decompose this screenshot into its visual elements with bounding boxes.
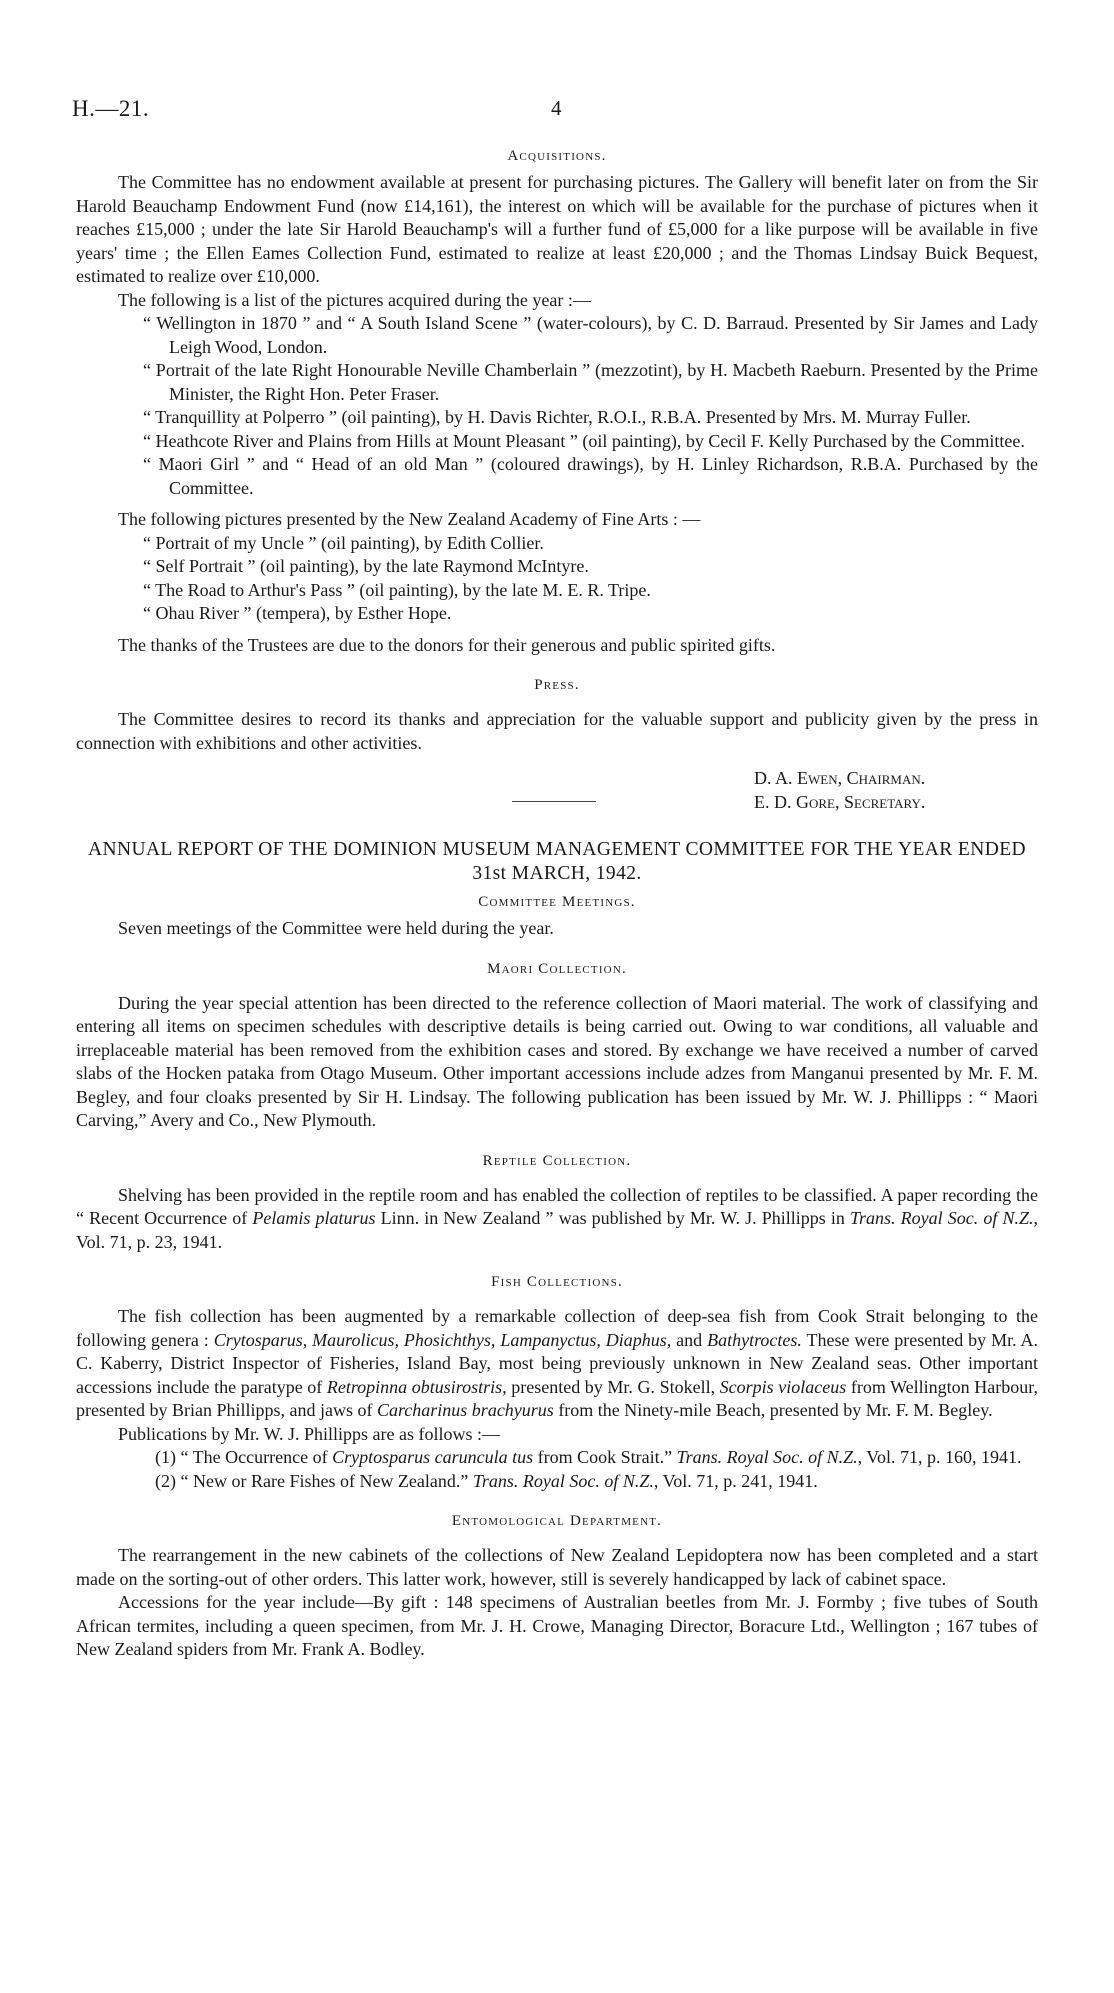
maori-paragraph: During the year special attention has been directed to the reference collection of Maori material. The work of classifying and entering all items on specimen schedules with descriptive details is being carried out. Owing to war conditions, all valuable and irreplaceable material has been removed from the exhibition cases and stored. By exchange we have received a number of carved slabs of the Hocken pataka from Otago Museum. Other important accessions include adzes from Manganui presented by Mr. F. M. Begley, and four cloaks presented by Sir H. Lindsay. The following publication has been issued by Mr. W. J. Phillipps : “ Maori Carving,” Avery and Co., New Plymouth. — [76, 992, 1038, 1130]
publication-item: (2) “ New or Rare Fishes of New Zealand.” Trans. Royal Soc. of N.Z., Vol. 71, p. 241, 1941. — [155, 1470, 818, 1491]
report-reference: H.—21. — [72, 96, 150, 121]
entomology-accessions-paragraph: Accessions for the year include—By gift : 148 specimens of Australian beetles from Mr. J. Formby ; five tubes of South African termites, including a queen specimen, from Mr. J. H. Crowe, Managing Director, Boracure Ltd., Wellington ; 167 tubes of New Zealand spiders from Mr. Frank A. Bodley. — [76, 1592, 1038, 1659]
section-heading-meetings: Committee Meetings. — [478, 894, 636, 910]
publication-item: (1) “ The Occurrence of Cryptosparus caruncula tus from Cook Strait.” Trans. Royal Soc. of N.Z., Vol. 71, p. 160, 1941. — [155, 1447, 1022, 1467]
academy-intro: The following pictures presented by the New Zealand Academy of Fine Arts : — — [118, 509, 701, 529]
page-number: 4 — [551, 96, 562, 120]
section-heading-reptile: Reptile Collection. — [482, 1152, 632, 1169]
academy-item: “ The Road to Arthur's Pass ” (oil painting), by the late M. E. R. Tripe. — [143, 579, 651, 600]
press-paragraph: The Committee desires to record its thanks and appreciation for the valuable support and publicity given by the press in connection with exhibitions and other activities. — [76, 709, 1038, 753]
acquisition-item: “ Tranquillity at Polperro ” (oil painting), by H. Davis Richter, R.O.I., R.B.A. Presented by Mrs. M. Murray Fuller. — [143, 407, 971, 427]
report-title: ANNUAL REPORT OF THE DOMINION MUSEUM MANAGEMENT COMMITTEE FOR THE YEAR ENDED 31st MARCH, 1942. — [88, 839, 1026, 884]
acquisition-item: “ Maori Girl ” and “ Head of an old Man ” (coloured drawings), by H. Linley Richardson, R.B.A. Purchased by the Committee. — [143, 454, 1038, 498]
academy-item: “ Portrait of my Uncle ” (oil painting), by Edith Collier. — [143, 532, 544, 553]
reptile-paragraph: Shelving has been provided in the reptile room and has enabled the collection of reptiles to be classified. A paper recording the “ Recent Occurrence of Pelamis platurus Linn. in New Zealand ” was published by Mr. W. J. Phillipps in Trans. Royal Soc. of N.Z., Vol. 71, p. 23, 1941. — [76, 1184, 1038, 1252]
acquisition-item: “ Portrait of the late Right Honourable Neville Chamberlain ” (mezzotint), by H. Macbeth Raeburn. Presented by the Prime Minister, the Right Hon. Peter Fraser. — [143, 360, 1038, 404]
section-heading-maori: Maori Collection. — [487, 960, 627, 977]
acquisition-item: “ Heathcote River and Plains from Hills at Mount Pleasant ” (oil painting), by Cecil F. Kelly Purchased by the Committee. — [143, 430, 1025, 451]
entomology-paragraph: The rearrangement in the new cabinets of the collections of New Zealand Lepidoptera now has been completed and a start made on the sorting-out of other orders. This latter work, however, still is severely handicapped by lack of cabinet space. — [76, 1545, 1038, 1589]
academy-item: “ Self Portrait ” (oil painting), by the late Raymond McIntyre. — [143, 556, 589, 576]
academy-item: “ Ohau River ” (tempera), by Esther Hope. — [143, 603, 452, 623]
content-column — [76, 148, 1038, 1662]
section-heading-acquisitions: Acquisitions. — [507, 148, 607, 164]
acquisitions-list-intro: The following is a list of the pictures acquired during the year :— — [118, 289, 591, 310]
signature-chairman: D. A. Ewen, Chairman. — [754, 768, 926, 788]
signature-secretary: E. D. Gore, Secretary. — [754, 791, 926, 812]
acquisitions-paragraph: The Committee has no endowment available at present for purchasing pictures. The Gallery will benefit later on from the Sir Harold Beauchamp Endowment Fund (now £14,161), the interest on which will be available for the purchase of pictures when it reaches £15,000 ; under the late Sir Harold Beauchamp's will a further fund of £5,000 for a like purpose will be available in five years' time ; the Ellen Eames Collection Fund, estimated to realize at least £20,000 ; and the Thomas Lindsay Buick Bequest, estimated to realize over £10,000. — [76, 172, 1038, 286]
section-heading-entomology: Entomological Department. — [451, 1513, 663, 1529]
publications-intro: Publications by Mr. W. J. Phillipps are as follows :— — [118, 1423, 501, 1444]
thanks-paragraph: The thanks of the Trustees are due to the donors for their generous and public spirited gifts. — [118, 634, 776, 655]
section-heading-fish: Fish Collections. — [491, 1274, 623, 1290]
acquisition-item: “ Wellington in 1870 ” and “ A South Island Scene ” (water-colours), by C. D. Barraud. Presented by Sir James and Lady Leigh Wood, London. — [143, 313, 1038, 357]
fish-paragraph: The fish collection has been augmented by a remarkable collection of deep-sea fish from Cook Strait belonging to the following genera : Crytosparus, Maurolicus, Phosichthys, Lampanyctus, Diaphus, and Bathytroctes. These were presented by Mr. A. C. Kaberry, District Inspector of Fisheries, Island Bay, most being previously unknown in New Zealand seas. Other important accessions include the paratype of Retropinna obtusirostris, presented by Mr. G. Stokell, Scorpis violaceus from Wellington Harbour, presented by Brian Phillipps, and jaws of Carcharinus brachyurus from the Ninety-mile Beach, presented by Mr. F. M. Begley. — [76, 1306, 1039, 1420]
meetings-paragraph: Seven meetings of the Committee were held during the year. — [118, 918, 554, 938]
divider-rule — [512, 801, 596, 802]
section-heading-press: Press. — [534, 677, 580, 693]
